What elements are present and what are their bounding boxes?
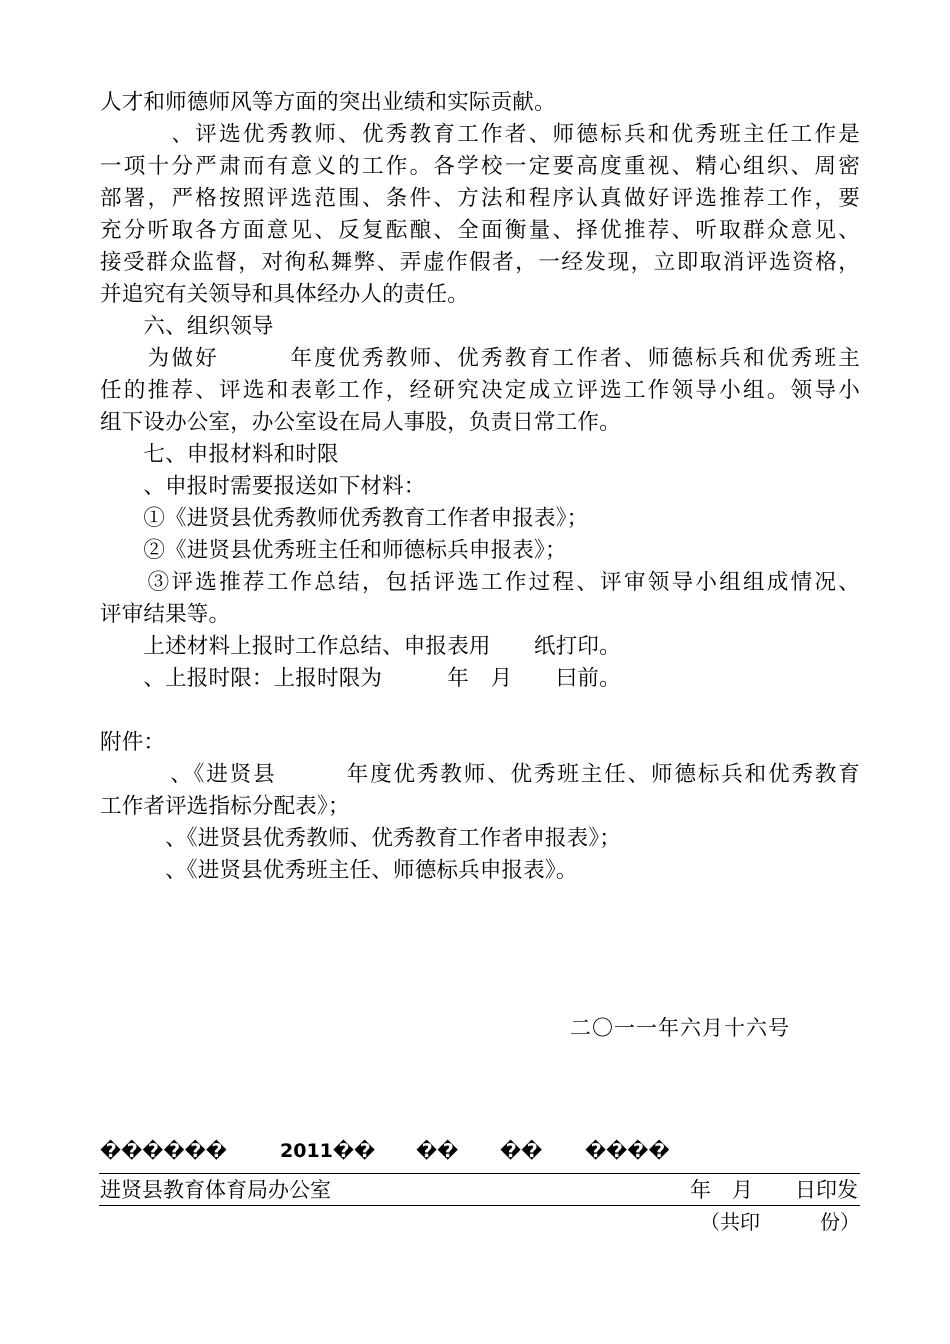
- attachment-item: 、《进贤县优秀班主任、师德标兵申报表》。: [100, 858, 578, 883]
- print-date: 年 月 日印发: [690, 1178, 858, 1202]
- body-line: 人才和师德师风等方面的突出业绩和实际贡献。: [100, 90, 556, 115]
- body-line: ①《进贤县优秀教师优秀教育工作者申报表》；: [100, 506, 589, 531]
- body-line: ②《进贤县优秀班主任和师德标兵申报表》；: [100, 538, 567, 563]
- body-line: 上述材料上报时工作总结、申报表用 纸打印。: [100, 634, 621, 659]
- garbled-text: ������: [100, 1140, 227, 1162]
- body-line: 充分听取各方面意见、反复酝酿、全面衡量、择优推荐、听取群众意见、: [100, 218, 860, 243]
- body-line: 组下设办公室，办公室设在局人事股，负责日常工作。: [100, 410, 621, 435]
- section-heading: 七、申报材料和时限: [100, 442, 339, 467]
- body-line: 、评选优秀教师、优秀教育工作者、师德标兵和优秀班主任工作是: [100, 122, 860, 147]
- body-line: 部署，严格按照评选范围、条件、方法和程序认真做好评选推荐工作，要: [100, 186, 860, 211]
- body-line: 并追究有关领导和具体经办人的责任。: [100, 282, 469, 307]
- document-date: 二〇一一年六月十六号: [570, 1016, 790, 1040]
- garbled-text: ����: [585, 1140, 670, 1162]
- garbled-text: 2011��: [280, 1140, 376, 1162]
- body-line: 评审结果等。: [100, 602, 231, 627]
- body-line: 一项十分严肃而有意义的工作。各学校一定要高度重视、精心组织、周密: [100, 154, 860, 179]
- body-line: 、上报时限：上报时限为 年 月 曰前。: [100, 666, 621, 691]
- copies-count: （共印 份）: [700, 1210, 860, 1234]
- attachment-heading: 附件：: [100, 730, 166, 755]
- issuing-office: 进贤县教育体育局办公室: [100, 1178, 331, 1202]
- body-line: ③评选推荐工作总结，包括评选工作过程、评审领导小组组成情况、: [100, 570, 860, 595]
- body-line: 、申报时需要报送如下材料：: [100, 474, 426, 499]
- attachment-item: 、《进贤县 年度优秀教师、优秀班主任、师德标兵和优秀教育: [100, 762, 860, 787]
- garbled-text: ��: [500, 1140, 543, 1162]
- body-line: 接受群众监督，对徇私舞弊、弄虚作假者，一经发现，立即取消评选资格，: [100, 250, 860, 275]
- body-line: 任的推荐、评选和表彰工作，经研究决定成立评选工作领导小组。领导小: [100, 378, 860, 403]
- attachment-item: 工作者评选指标分配表》；: [100, 794, 350, 819]
- body-line: 为做好 年度优秀教师、优秀教育工作者、师德标兵和优秀班主: [100, 346, 860, 371]
- section-heading: 六、组织领导: [100, 314, 274, 339]
- garbled-text: ��: [416, 1140, 459, 1162]
- attachment-item: 、《进贤县优秀教师、优秀教育工作者申报表》；: [100, 826, 622, 851]
